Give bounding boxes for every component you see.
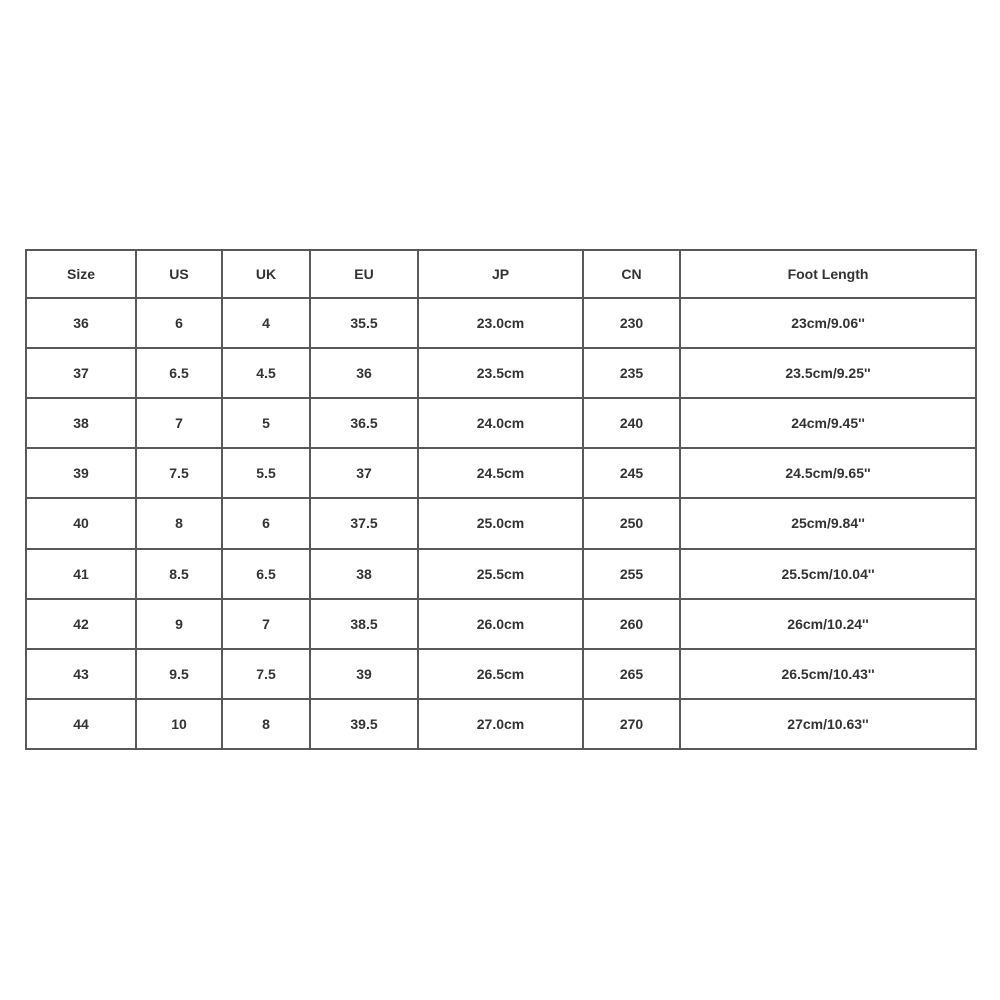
cell-eu: 36.5 [310,398,418,448]
cell-us: 6 [136,298,222,348]
cell-eu: 38 [310,549,418,599]
cell-jp: 25.0cm [418,498,583,548]
table-row [26,649,976,699]
cell-cn: 245 [583,448,680,498]
cell-cn: 230 [583,298,680,348]
cell-foot-length: 26cm/10.24'' [680,599,976,649]
cell-eu: 39.5 [310,699,418,749]
header-size: Size [26,250,136,298]
cell-uk: 7 [222,599,310,649]
cell-cn: 240 [583,398,680,448]
cell-foot-length: 23cm/9.06'' [680,298,976,348]
cell-jp: 23.5cm [418,348,583,398]
cell-uk: 7.5 [222,649,310,699]
cell-uk: 4.5 [222,348,310,398]
cell-eu: 39 [310,649,418,699]
cell-eu: 37.5 [310,498,418,548]
table-row [26,549,976,599]
header-us: US [136,250,222,298]
cell-jp: 25.5cm [418,549,583,599]
size-chart-table [25,249,977,750]
table-row [26,699,976,749]
cell-foot-length: 24.5cm/9.65'' [680,448,976,498]
cell-uk: 8 [222,699,310,749]
cell-eu: 38.5 [310,599,418,649]
cell-eu: 37 [310,448,418,498]
cell-us: 10 [136,699,222,749]
cell-us: 9 [136,599,222,649]
cell-size: 43 [26,649,136,699]
cell-foot-length: 23.5cm/9.25'' [680,348,976,398]
cell-us: 7 [136,398,222,448]
cell-uk: 5 [222,398,310,448]
header-jp: JP [418,250,583,298]
cell-us: 7.5 [136,448,222,498]
cell-cn: 260 [583,599,680,649]
cell-foot-length: 24cm/9.45'' [680,398,976,448]
table-header-row [26,250,976,298]
table-row [26,398,976,448]
cell-jp: 27.0cm [418,699,583,749]
cell-jp: 26.5cm [418,649,583,699]
table-row [26,599,976,649]
cell-cn: 250 [583,498,680,548]
cell-cn: 255 [583,549,680,599]
header-eu: EU [310,250,418,298]
cell-us: 8.5 [136,549,222,599]
cell-size: 41 [26,549,136,599]
header-cn: CN [583,250,680,298]
table-row [26,348,976,398]
cell-jp: 26.0cm [418,599,583,649]
cell-eu: 35.5 [310,298,418,348]
cell-jp: 24.5cm [418,448,583,498]
cell-size: 37 [26,348,136,398]
cell-us: 9.5 [136,649,222,699]
cell-cn: 270 [583,699,680,749]
cell-size: 40 [26,498,136,548]
cell-foot-length: 27cm/10.63'' [680,699,976,749]
cell-size: 42 [26,599,136,649]
cell-size: 39 [26,448,136,498]
cell-uk: 5.5 [222,448,310,498]
cell-foot-length: 25.5cm/10.04'' [680,549,976,599]
cell-foot-length: 26.5cm/10.43'' [680,649,976,699]
cell-jp: 24.0cm [418,398,583,448]
header-foot-length: Foot Length [680,250,976,298]
cell-jp: 23.0cm [418,298,583,348]
cell-foot-length: 25cm/9.84'' [680,498,976,548]
cell-size: 44 [26,699,136,749]
cell-cn: 235 [583,348,680,398]
cell-us: 8 [136,498,222,548]
table-row [26,298,976,348]
cell-uk: 6 [222,498,310,548]
cell-size: 38 [26,398,136,448]
cell-size: 36 [26,298,136,348]
cell-us: 6.5 [136,348,222,398]
cell-cn: 265 [583,649,680,699]
table-row [26,448,976,498]
cell-eu: 36 [310,348,418,398]
cell-uk: 4 [222,298,310,348]
header-uk: UK [222,250,310,298]
cell-uk: 6.5 [222,549,310,599]
table-row [26,498,976,548]
